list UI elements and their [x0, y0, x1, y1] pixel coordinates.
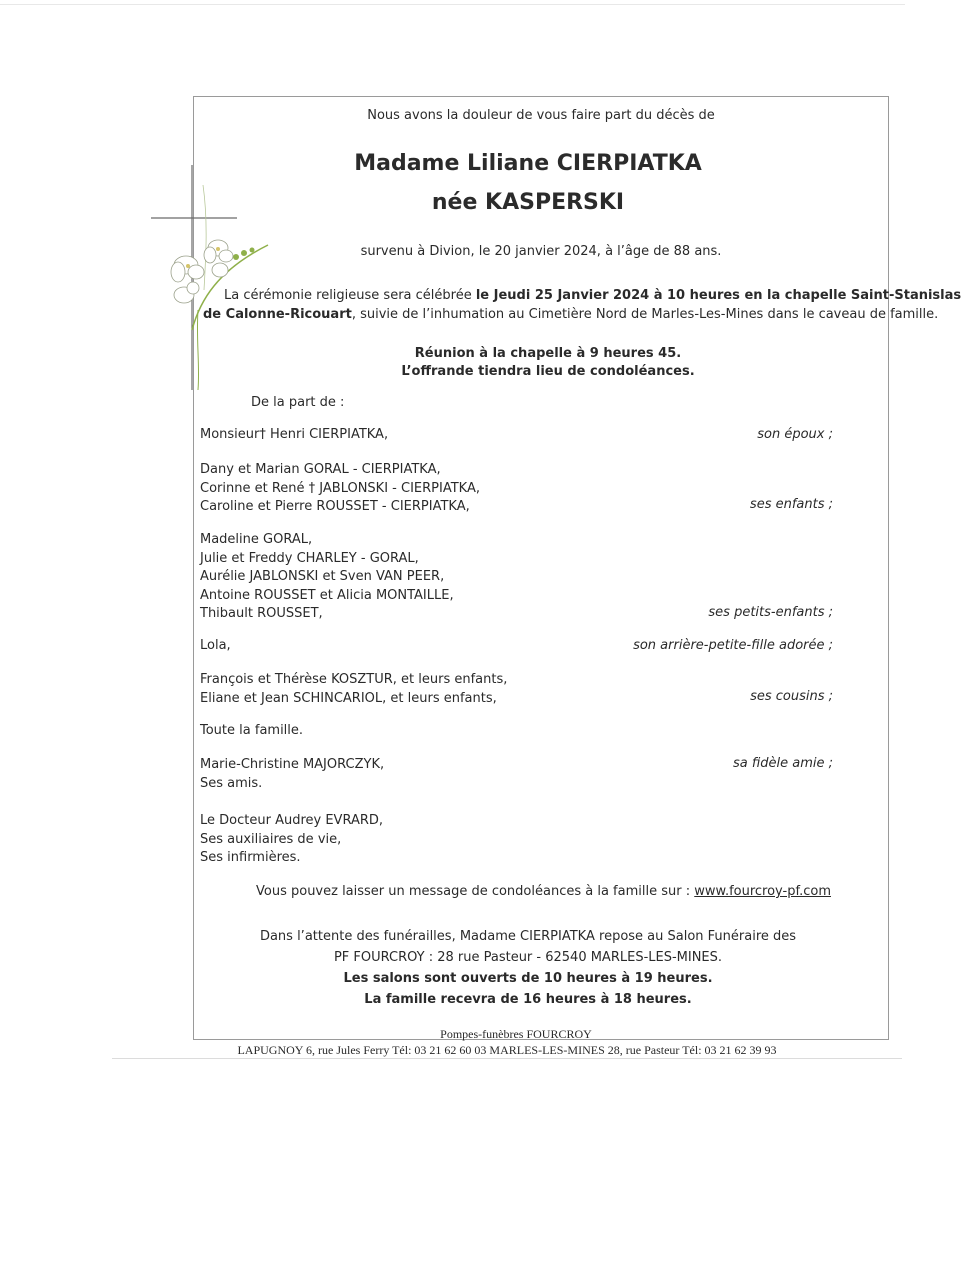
- salon-hours: Les salons sont ouverts de 10 heures à 19 heures.: [343, 971, 713, 986]
- salon-line-1: Dans l’attente des funérailles, Madame CIERPIATKA repose au Salon Funéraire des: [259, 929, 797, 944]
- relation-label: ses cousins ;: [750, 689, 833, 704]
- offering-info: L’offrande tiendra lieu de condoléances.: [401, 364, 695, 379]
- maiden-name: née KASPERSKI: [431, 190, 625, 215]
- ceremony-place: de Calonne-Ricouart: [203, 307, 352, 322]
- death-info: survenu à Divion, le 20 janvier 2024, à l’âge de 88 ans.: [360, 244, 722, 259]
- family-line: Dany et Marian GORAL - CIERPIATKA,: [200, 462, 441, 477]
- family-line: Ses auxiliaires de vie,: [200, 831, 342, 847]
- family-group-4: [200, 638, 231, 654]
- family-group-2: [200, 461, 480, 517]
- family-line: Monsieur† Henri CIERPIATKA,: [200, 427, 389, 442]
- family-line: Antoine ROUSSET et Alicia MONTAILLE,: [200, 587, 454, 603]
- family-line: Madeline GORAL,: [200, 532, 313, 547]
- relation-label: son époux ;: [757, 427, 833, 442]
- scan-edge-line: [0, 4, 905, 5]
- family-line: Caroline et Pierre ROUSSET - CIERPIATKA,: [200, 499, 470, 514]
- relation-label: son arrière-petite-fille adorée ;: [633, 638, 833, 653]
- relation-label: ses petits-enfants ;: [708, 605, 833, 620]
- condolence-text: Vous pouvez laisser un message de condoléances à la famille sur :: [256, 884, 695, 899]
- footer-company: Pompes-funèbres FOURCROY: [440, 1027, 592, 1041]
- family-group-7: [200, 756, 384, 793]
- family-line: Aurélie JABLONSKI et Sven VAN PEER,: [200, 569, 445, 584]
- condolence-line: [256, 884, 831, 900]
- family-line: Marie-Christine MAJORCZYK,: [200, 757, 385, 772]
- footer-divider: [112, 1058, 902, 1059]
- salon-line-2: PF FOURCROY : 28 rue Pasteur - 62540 MARLES-LES-MINES.: [333, 950, 723, 965]
- intro-text: Nous avons la douleur de vous faire part du décès de: [367, 108, 715, 123]
- family-group-1: [200, 427, 388, 443]
- family-line: Corinne et René † JABLONSKI - CIERPIATKA,: [200, 480, 480, 496]
- ceremony-line-2: [203, 307, 938, 323]
- relation-label: ses enfants ;: [749, 497, 833, 512]
- footer-addresses: LAPUGNOY 6, rue Jules Ferry Tél: 03 21 62 60 03 MARLES-LES-MINES 28, rue Pasteur Tél: 03 21 62 39 93: [237, 1043, 777, 1057]
- family-line: Lola,: [200, 638, 231, 653]
- family-line: Toute la famille.: [200, 723, 304, 738]
- family-group-5: [200, 671, 507, 708]
- family-reception-hours: La famille recevra de 16 heures à 18 heures.: [364, 992, 692, 1007]
- burial-info: , suivie de l’inhumation au Cimetière Nord de Marles-Les-Mines dans le caveau de famille.: [351, 307, 939, 322]
- family-line: Ses amis.: [200, 775, 263, 791]
- ceremony-date: le Jeudi 25 Janvier 2024 à 10 heures en la chapelle Saint-Stanislas: [475, 288, 961, 303]
- family-line: Thibault ROUSSET,: [200, 606, 323, 621]
- family-line: François et Thérèse KOSZTUR, et leurs enfants,: [200, 672, 508, 687]
- family-group-3: [200, 531, 454, 624]
- family-group-6: [200, 723, 303, 739]
- condolence-link[interactable]: www.fourcroy-pf.com: [694, 884, 831, 899]
- family-line: Ses infirmières.: [200, 850, 301, 865]
- family-line: Eliane et Jean SCHINCARIOL, et leurs enfants,: [200, 690, 497, 706]
- meeting-info: Réunion à la chapelle à 9 heures 45.: [414, 346, 682, 361]
- ceremony-intro: La cérémonie religieuse sera célébrée: [224, 288, 476, 303]
- family-group-8: [200, 812, 383, 868]
- family-line: Julie et Freddy CHARLEY - GORAL,: [200, 550, 419, 566]
- family-line: Le Docteur Audrey EVRARD,: [200, 813, 384, 828]
- relation-label: sa fidèle amie ;: [732, 756, 833, 771]
- from-label: De la part de :: [251, 395, 345, 410]
- ceremony-line-1: [224, 288, 961, 304]
- deceased-name: Madame Liliane CIERPIATKA: [354, 151, 702, 176]
